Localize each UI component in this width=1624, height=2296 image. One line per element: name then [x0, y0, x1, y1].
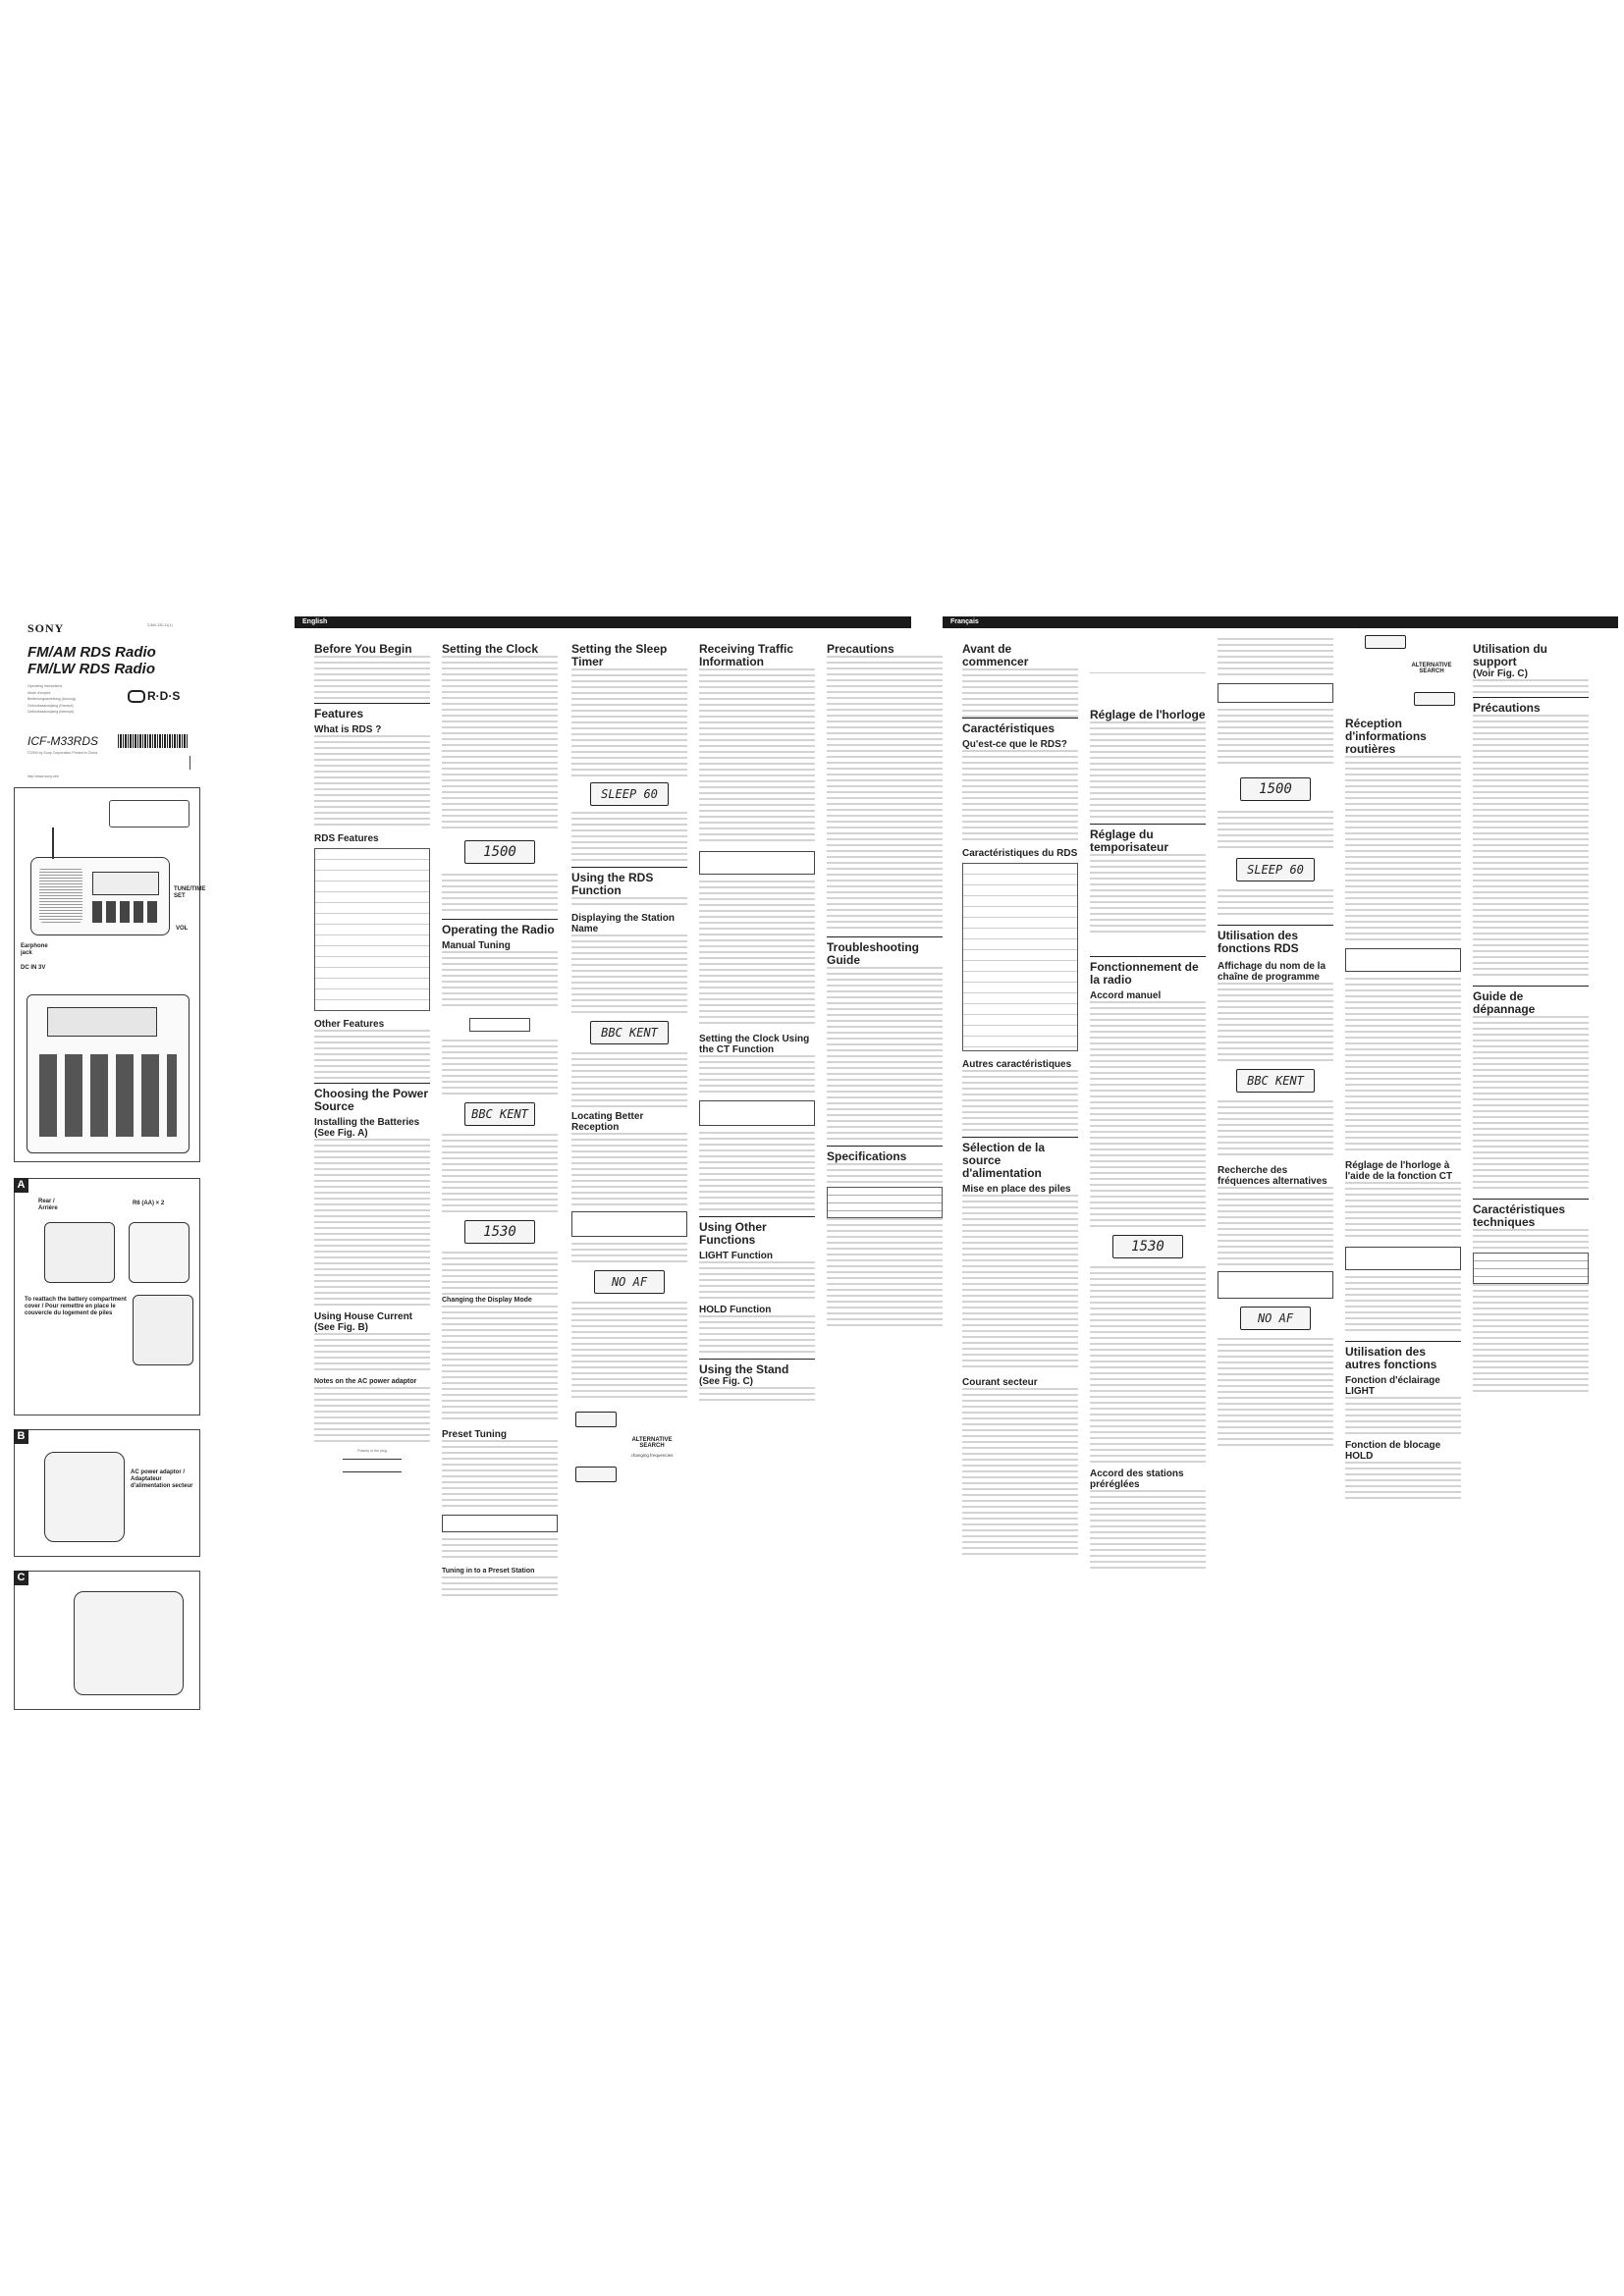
- fr-text-blocage: [1345, 1462, 1461, 1501]
- barcode: [118, 734, 189, 748]
- fr-text-top: [1218, 638, 1333, 677]
- fr-h-caract-rds: Caractéristiques du RDS: [962, 848, 1078, 859]
- fr-rule: [1345, 1341, 1461, 1342]
- fr-h-reglage-temp: Réglage du temporisateur: [1090, 828, 1169, 854]
- fr-text-avant: [962, 668, 1078, 718]
- fr-rule: [1218, 925, 1333, 926]
- en-text-ct: [699, 1055, 815, 1095]
- en-text-tuning-preset: [442, 1576, 558, 1600]
- en-alt-search-diagram: [571, 1408, 687, 1496]
- en-h-what-rds: What is RDS ?: [314, 724, 382, 735]
- fr-rule: [1473, 1199, 1589, 1200]
- fr-text-guide: [1473, 1016, 1589, 1193]
- en-alt-search-label: ALTERNATIVE SEARCH: [631, 1437, 673, 1449]
- fr-h-affichage: Affichage du nom de la chaîne de programme: [1218, 961, 1326, 983]
- en-h-locating: Locating Better Reception: [571, 1111, 644, 1133]
- rear-label: Rear / Arrière: [38, 1199, 58, 1211]
- en-text-before: [314, 656, 430, 703]
- fr-h-fonctionnement: Fonctionnement de la radio: [1090, 960, 1199, 987]
- fr-ct-display: [1345, 1247, 1461, 1270]
- fr-h-mise: Mise en place des piles: [962, 1184, 1071, 1195]
- en-h-traffic: Receiving Traffic Information: [699, 642, 794, 668]
- fr-rule: [1090, 956, 1206, 957]
- en-house-fig: (See Fig. B): [314, 1322, 369, 1333]
- en-h-using-rds: Using the RDS Function: [571, 871, 654, 897]
- radio-body: [30, 857, 170, 935]
- fr-col4: [1345, 633, 1461, 1501]
- barcode-divider: [189, 756, 190, 770]
- fr-text-caract-tech2: [1473, 1284, 1589, 1392]
- en-text-other: [314, 1030, 430, 1079]
- cover-title-1: FM/AM RDS Radio: [27, 644, 156, 661]
- cover-compartment: [133, 1295, 193, 1365]
- en-preset-displays: [442, 1515, 558, 1532]
- en-text-clock: [442, 656, 558, 830]
- en-h-preset: Preset Tuning: [442, 1429, 507, 1440]
- fr-rds-table: [962, 863, 1078, 1051]
- fr-h-precautions: Précautions: [1473, 701, 1541, 715]
- en-text-locating: [571, 1133, 687, 1205]
- fr-text-courant: [962, 1388, 1078, 1555]
- fr-text-temp: [1090, 854, 1206, 933]
- en-h-power: Choosing the Power Source: [314, 1087, 429, 1113]
- en-text-manual3: [442, 1134, 558, 1212]
- fr-text-reception: [1345, 756, 1461, 942]
- rds-logo-icon: [128, 690, 145, 703]
- en-text-rds: [314, 735, 430, 829]
- en-h-manual: Manual Tuning: [442, 940, 511, 951]
- fr-text-recherche: [1218, 1187, 1333, 1265]
- fr-col2: [1090, 633, 1206, 1569]
- fr-h-caract: Caractéristiques: [962, 721, 1056, 735]
- en-text-manual: [442, 951, 558, 1010]
- en-text-sleep: [571, 668, 687, 776]
- vol-label: VOL: [176, 926, 189, 932]
- en-rule: [827, 1146, 943, 1147]
- en-col4: [699, 643, 815, 1401]
- en-locating-displays: [571, 1211, 687, 1237]
- battery-compartment: [44, 1222, 115, 1283]
- ac-adaptor-label: AC power adaptor / Adaptateur d'alimentation secteur: [131, 1469, 193, 1489]
- en-changing-freq-label: changing frequencies: [630, 1453, 674, 1458]
- en-h-precautions: Precautions: [827, 642, 894, 656]
- en-h-display-mode: Changing the Display Mode: [442, 1297, 532, 1304]
- fr-h-autres: Autres caractéristiques: [962, 1059, 1072, 1070]
- fr-text-caract-tech: [1473, 1229, 1589, 1249]
- fr-recherche-displays: [1218, 1271, 1333, 1299]
- fr-reception-displays: [1345, 948, 1461, 972]
- en-traffic-displays: [699, 851, 815, 875]
- en-lcd-sleep: SLEEP 60: [590, 782, 669, 806]
- fr-alt-search-diagram: [1345, 633, 1461, 712]
- fr-text-recherche2: [1218, 1338, 1333, 1446]
- en-h-before: Before You Begin: [314, 642, 412, 656]
- fr-h-accord-manuel: Accord manuel: [1090, 990, 1162, 1001]
- en-text-hold: [699, 1315, 815, 1355]
- model-number: ICF-M33RDS: [27, 734, 99, 748]
- battery-label: R6 (AA) × 2: [133, 1201, 165, 1206]
- cover-panel: [0, 599, 206, 1806]
- fr-lcd-bbc: BBC KENT: [1236, 1069, 1315, 1093]
- en-h-clock: Setting the Clock: [442, 642, 539, 656]
- fr-lcd-sleep: SLEEP 60: [1236, 858, 1315, 881]
- en-rule: [314, 703, 430, 704]
- front-lcd: [47, 1007, 157, 1037]
- battery-insert: [129, 1222, 189, 1283]
- antenna: [52, 828, 54, 859]
- cover-title-2: FM/LW RDS Radio: [27, 661, 155, 677]
- fr-h-qu-rds: Qu'est-ce que le RDS?: [962, 739, 1067, 750]
- fr-alt-lcd-1: [1365, 635, 1406, 649]
- copyright: ©2000 by Sony Corporation Printed in China: [27, 751, 97, 755]
- radio-buttons: [92, 901, 157, 923]
- en-h-rds-features: RDS Features: [314, 833, 379, 844]
- fr-text-horloge: [1090, 721, 1206, 820]
- fr-rule: [1473, 697, 1589, 698]
- fr-h-guide: Guide de dépannage: [1473, 989, 1536, 1016]
- en-h-install: Installing the Batteries: [314, 1117, 420, 1128]
- en-text-traffic2: [699, 881, 815, 1028]
- en-lcd-1500: 1500: [464, 840, 535, 864]
- en-h-stand: Using the Stand: [699, 1362, 789, 1376]
- fr-col3: [1218, 638, 1333, 1446]
- brand-logo: SONY: [27, 621, 65, 635]
- en-text-specs: [827, 1163, 943, 1183]
- front-panel: [27, 994, 189, 1153]
- fr-h-recherche: Recherche des fréquences alternatives: [1218, 1165, 1327, 1187]
- reattach-note: To reattach the battery compartment cover / Pour remettre en place le couvercle du logement de piles: [25, 1297, 127, 1316]
- en-h-station-name: Displaying the Station Name: [571, 913, 676, 934]
- fr-text-accord2: [1090, 1266, 1206, 1463]
- fr-h-reception: Réception d'informations routières: [1345, 717, 1427, 756]
- fr-h-eclairage: Fonction d'éclairage LIGHT: [1345, 1375, 1440, 1397]
- fr-lcd-1500: 1500: [1240, 777, 1311, 801]
- cover-languages: Operating Instructions Mode d'emploi Bedienungsanleitung (Auszug) Gebruiksaanwijzing (Excerpt) Gebruiksaanwijzing (beknopt): [27, 684, 76, 714]
- en-text-locating2: [571, 1243, 687, 1262]
- fr-lcd-noaf: NO AF: [1240, 1307, 1311, 1330]
- fr-support-fig: (Voir Fig. C): [1473, 668, 1528, 679]
- en-band-display: [469, 1018, 530, 1032]
- en-stand-fig: (See Fig. C): [699, 1376, 754, 1387]
- en-text-station2: [571, 1052, 687, 1107]
- rds-logo: R·D·S: [128, 689, 180, 703]
- en-h-troubleshoot: Troubleshooting Guide: [827, 940, 919, 967]
- fr-text-ct2: [1345, 1276, 1461, 1335]
- fr-text-autres: [962, 1070, 1078, 1133]
- fr-text-accord: [1090, 1001, 1206, 1227]
- fr-text-temp2: [1090, 933, 1206, 952]
- fr-alt-search-label: ALTERNATIVE SEARCH: [1411, 663, 1452, 674]
- fr-text-stations: [1090, 1490, 1206, 1569]
- fig-a: [14, 1178, 200, 1415]
- fr-specs-table: [1473, 1253, 1589, 1284]
- en-alt-lcd-1: [575, 1412, 617, 1427]
- top-buttons: [109, 800, 189, 828]
- en-text-stand: [699, 1387, 815, 1401]
- fr-text-top4: [1218, 889, 1333, 919]
- en-text-troubleshoot: [827, 967, 943, 1140]
- polarity-icon: [343, 1459, 402, 1472]
- en-text-light: [699, 1261, 815, 1301]
- fig-b-letter: B: [14, 1429, 28, 1444]
- en-text-traffic: [699, 668, 815, 845]
- fr-displays-1: [1218, 683, 1333, 703]
- en-text-using-rds: [571, 897, 687, 909]
- en-rds-table: [314, 848, 430, 1011]
- fr-text-rds: [962, 750, 1078, 844]
- en-alt-lcd-2: [575, 1467, 617, 1482]
- front-button-grid: [39, 1054, 177, 1137]
- en-col5: [827, 643, 943, 1326]
- en-text-specs2: [827, 1218, 943, 1326]
- fr-fig-polarity: [1090, 633, 1206, 673]
- radio-lcd: [92, 872, 159, 895]
- en-h-other-func: Using Other Functions: [699, 1220, 767, 1247]
- en-h-sleep: Setting the Sleep Timer: [571, 642, 668, 668]
- en-h-house: Using House Current: [314, 1311, 413, 1322]
- fig-b: [14, 1429, 200, 1557]
- en-h-ct: Setting the Clock Using the CT Function: [699, 1034, 810, 1055]
- en-h-other: Other Features: [314, 1019, 385, 1030]
- tune-time-label: TUNE/TIME SET: [174, 886, 206, 899]
- en-rule: [571, 867, 687, 868]
- radio-figure: [14, 787, 206, 1162]
- fr-h-courant: Courant secteur: [962, 1377, 1038, 1388]
- en-h-tuning-preset: Tuning in to a Preset Station: [442, 1568, 535, 1575]
- en-text-station: [571, 934, 687, 1013]
- fr-text-top2: [1218, 709, 1333, 768]
- fr-text-eclairage: [1345, 1397, 1461, 1436]
- fr-lcd-1530: 1530: [1112, 1235, 1183, 1258]
- en-fig-ref: (See Fig. A): [314, 1128, 368, 1139]
- en-h-notes-ac: Notes on the AC power adaptor: [314, 1378, 417, 1385]
- en-specs-table: [827, 1187, 943, 1218]
- fr-h-accord-stations: Accord des stations préréglées: [1090, 1468, 1184, 1490]
- en-text-precautions: [827, 656, 943, 931]
- fr-rule: [1090, 824, 1206, 825]
- fr-h-avant: Avant de commencer: [962, 642, 1029, 668]
- en-h-light: LIGHT Function: [699, 1251, 773, 1261]
- en-h-hold: HOLD Function: [699, 1305, 772, 1315]
- fig-a-letter: A: [14, 1178, 28, 1193]
- en-rule: [699, 1216, 815, 1217]
- en-h-features: Features: [314, 707, 364, 721]
- fr-h-autres-fonctions: Utilisation des autres fonctions: [1345, 1345, 1437, 1371]
- en-rule: [442, 919, 558, 920]
- fr-text-precautions: [1473, 715, 1589, 980]
- en-ct-display: [699, 1100, 815, 1126]
- fig-c-letter: C: [14, 1571, 28, 1585]
- fr-col1: [962, 643, 1078, 1555]
- radio-stand-view: [74, 1591, 184, 1695]
- fr-alt-lcd-2: [1414, 692, 1455, 706]
- fr-text-affichage: [1218, 983, 1333, 1061]
- en-text-notes: [314, 1387, 430, 1442]
- fr-h-reglage-ct: Réglage de l'horloge à l'aide de la fonction CT: [1345, 1160, 1453, 1182]
- fr-h-caract-tech: Caractéristiques techniques: [1473, 1202, 1566, 1229]
- en-text-install: [314, 1139, 430, 1306]
- fr-text-ct: [1345, 1182, 1461, 1241]
- en-rule: [314, 1083, 430, 1084]
- en-text-locating3: [571, 1302, 687, 1400]
- part-number: 3-860-330-11(1): [147, 623, 173, 627]
- dc-in-label: DC IN 3V: [21, 965, 46, 971]
- en-lcd-bbc: BBC KENT: [464, 1102, 535, 1126]
- en-h-specs: Specifications: [827, 1149, 907, 1163]
- sony-url: http://www.sony.net/: [27, 774, 59, 778]
- speaker-grille: [39, 868, 82, 923]
- en-col3: [571, 643, 687, 1496]
- fr-rule: [962, 1137, 1078, 1138]
- fr-h-reglage-horloge: Réglage de l'horloge: [1090, 708, 1206, 721]
- english-bar: English: [295, 616, 911, 628]
- en-text-preset2: [442, 1538, 558, 1562]
- en-text-display-mode: [442, 1306, 558, 1423]
- en-text-sleep2: [571, 812, 687, 861]
- en-text-manual2: [442, 1040, 558, 1095]
- en-col2: [442, 643, 558, 1600]
- fr-text-affichage2: [1218, 1100, 1333, 1159]
- fig-c: [14, 1571, 200, 1710]
- fr-h-support: Utilisation du support: [1473, 642, 1547, 668]
- fr-col5: [1473, 643, 1589, 1392]
- en-text-manual4: [442, 1252, 558, 1295]
- radio-side-view: [44, 1452, 125, 1542]
- en-rule: [699, 1359, 815, 1360]
- en-lcd-1530: 1530: [464, 1220, 535, 1244]
- fr-text-top3: [1218, 811, 1333, 850]
- fr-text-mise: [962, 1195, 1078, 1371]
- en-rule: [827, 936, 943, 937]
- en-text-clock2: [442, 874, 558, 913]
- en-text-preset: [442, 1440, 558, 1509]
- en-polarity: Polarity of the plug: [357, 1449, 387, 1453]
- en-lcd-bbc: BBC KENT: [590, 1021, 669, 1044]
- earphone-label: Earphone jack: [21, 943, 48, 956]
- french-bar: Français: [943, 616, 1618, 628]
- fr-h-utilisation-rds: Utilisation des fonctions RDS: [1218, 929, 1299, 955]
- fr-h-selection: Sélection de la source d'alimentation: [962, 1141, 1046, 1180]
- fr-text-support: [1473, 679, 1589, 693]
- fr-h-blocage: Fonction de blocage HOLD: [1345, 1440, 1441, 1462]
- en-lcd-noaf: NO AF: [594, 1270, 665, 1294]
- fr-rule: [962, 718, 1078, 719]
- en-text-house: [314, 1333, 430, 1372]
- en-col1: [314, 643, 430, 1472]
- fr-rule: [1473, 986, 1589, 987]
- en-text-ct2: [699, 1132, 815, 1210]
- en-h-operating: Operating the Radio: [442, 923, 555, 936]
- fr-text-reception2: [1345, 978, 1461, 1154]
